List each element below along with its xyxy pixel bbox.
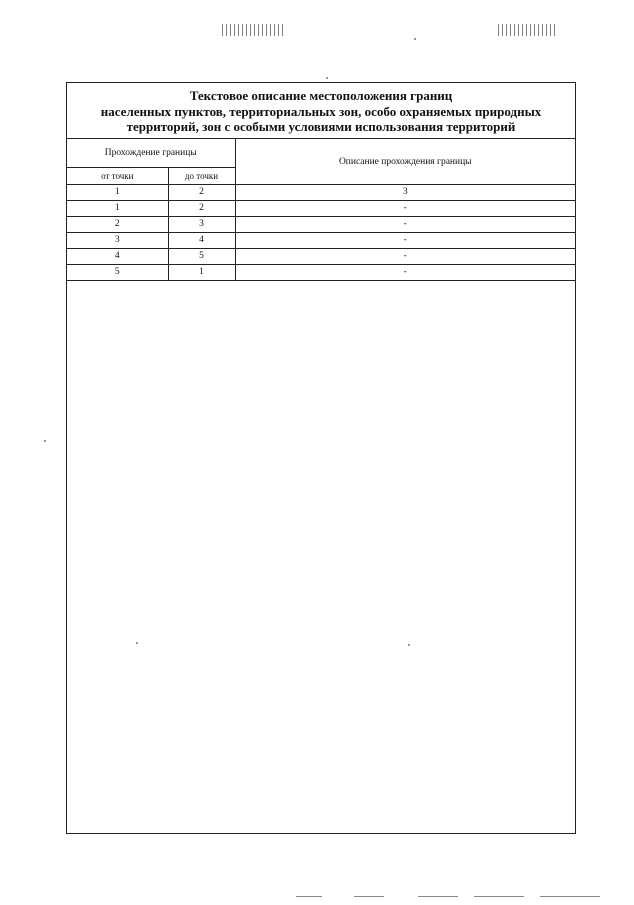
boundary-description-frame [66,82,576,834]
scan-edge-line [540,896,600,897]
scan-edge-line [296,896,322,897]
header-boundary-passage: Прохождение границы [67,139,235,168]
title-line-3: территорий, зон с особыми условиями использования территорий [126,119,516,134]
cell-from: 3 [67,233,168,249]
table-row [67,249,575,265]
table-row [67,201,575,217]
scan-speck [44,440,46,442]
scan-speck [326,77,328,79]
scan-speck [414,38,416,40]
table-row [67,265,575,281]
header-to-point: до точки [168,168,235,185]
cell-to: 1 [168,265,235,281]
title-line-1: Текстовое описание местоположения границ [189,88,453,103]
table-row [67,185,575,201]
table-row [67,233,575,249]
cell-from: 2 [67,217,168,233]
cell-description: 3 [235,185,575,201]
header-from-point: от точки [67,168,168,185]
scan-edge-line [474,896,524,897]
cell-description: - [235,217,575,233]
table-header-row [67,139,575,168]
cell-from: 5 [67,265,168,281]
header-description: Описание прохождения границы [235,139,575,185]
cell-to: 2 [168,201,235,217]
cell-from: 1 [67,185,168,201]
boundary-table [67,139,575,281]
title-line-2: населенных пунктов, территориальных зон, особо охраняемых природных [100,103,542,119]
cell-to: 3 [168,217,235,233]
scan-edge-line [418,896,458,897]
scan-edge-line [354,896,384,897]
cell-from: 4 [67,249,168,265]
cell-description: - [235,233,575,249]
table-row [67,217,575,233]
cell-description: - [235,265,575,281]
cell-to: 2 [168,185,235,201]
cell-description: - [235,249,575,265]
cell-to: 4 [168,233,235,249]
cell-description: - [235,201,575,217]
document-title [67,83,575,139]
cell-from: 1 [67,201,168,217]
cell-to: 5 [168,249,235,265]
scan-mark-left [222,24,286,36]
scan-mark-right [498,24,558,36]
